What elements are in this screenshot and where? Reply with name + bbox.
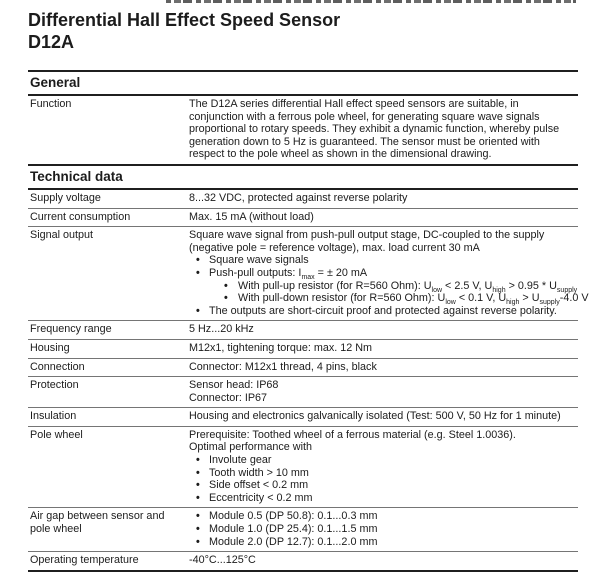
spec-row (28, 227, 589, 321)
value-text: Module 0.5 (DP 50.8): 0.1...0.3 mm (209, 510, 378, 523)
value-text: proportional to rotary speeds. They exhibit a dynamic function, whereby pulse (189, 123, 560, 136)
bullet-icon: • (224, 279, 228, 292)
value-bullet-line (189, 280, 578, 293)
value-text: conjunction with a ferrous pole wheel, for generating square wave signals (189, 110, 540, 123)
value-text: Tooth width > 10 mm (209, 466, 309, 479)
value-text: Module 2.0 (DP 12.7): 0.1...2.0 mm (209, 535, 378, 548)
bullet-icon: • (196, 266, 200, 279)
spec-row-label: Air gap between sensor and pole wheel (30, 510, 165, 536)
value-text: generation down to 5 Hz is guaranteed. The sensor must be oriented with (189, 135, 540, 148)
value-text: Connector: M12x1 thread, 4 pins, black (189, 360, 377, 373)
section-rows-general (28, 96, 578, 164)
subscript: supply (556, 286, 578, 294)
spec-row-value (189, 211, 578, 224)
spec-row-label: Operating temperature (30, 554, 139, 567)
spec-row-label: Connection (30, 360, 85, 373)
bullet-icon: • (196, 535, 200, 548)
value-bullet-line (189, 454, 578, 467)
subscript: max (301, 274, 315, 282)
spec-row-label: Frequency range (30, 323, 112, 336)
value-bullet-line (189, 267, 578, 280)
value-bullet-line (189, 467, 578, 480)
section-heading-technical-data: Technical data (28, 164, 578, 190)
spec-row-label: Supply voltage (30, 191, 101, 204)
section-general (28, 70, 578, 164)
spec-row-value (189, 342, 578, 355)
section-technical-data (28, 164, 589, 572)
value-text: The D12A series differential Hall effect speed sensors are suitable, in (189, 98, 519, 110)
value-text: Eccentricity < 0.2 mm (209, 491, 313, 504)
clipped-text-remnant (166, 0, 576, 3)
spec-row (28, 321, 578, 340)
value-line (189, 392, 578, 405)
spec-row-value (189, 379, 578, 404)
spec-row (28, 340, 578, 359)
spec-row-value (189, 429, 578, 505)
spec-row-value (189, 229, 589, 317)
value-line (189, 342, 578, 355)
subscript: low (431, 286, 443, 294)
value-text: Module 1.0 (DP 25.4): 0.1...1.5 mm (209, 523, 378, 536)
value-text: 8...32 VDC, protected against reverse polarity (189, 191, 408, 204)
value-bullet-line (189, 254, 578, 267)
value-line (189, 441, 578, 454)
bullet-icon: • (196, 254, 200, 267)
spec-row-label: Signal output (30, 229, 94, 242)
value-line (189, 111, 578, 124)
value-text: (negative pole = reference voltage), max. load current 30 mA (189, 241, 480, 254)
spec-row-label: Housing (30, 341, 70, 354)
bullet-icon: • (196, 454, 200, 467)
subscript: supply (539, 299, 560, 307)
value-text: Optimal performance with (189, 441, 313, 454)
spec-row (28, 359, 578, 378)
spec-row-value (189, 192, 578, 205)
section-heading-general: General (28, 70, 578, 96)
spec-row (28, 408, 578, 427)
bullet-icon: • (196, 466, 200, 479)
value-line (189, 211, 578, 224)
spec-row-value (189, 98, 578, 161)
subscript: high (506, 299, 520, 307)
value-text: With pull-down resistor (for R=560 Ohm): $U_{low} < 0.1$ V, $U_{high} > U_{supply}-4.0$ V (238, 292, 589, 307)
value-text: Push-pull outputs: $I_{max}$ = ± 20 mA (209, 266, 368, 282)
bullet-icon: • (196, 304, 200, 317)
value-line (189, 98, 578, 111)
value-bullet-line (189, 305, 578, 318)
page-title-line-2: D12A (28, 32, 75, 52)
bullet-icon: • (224, 292, 228, 305)
bullet-icon: • (196, 510, 200, 523)
spec-row (28, 508, 578, 552)
spec-row (28, 209, 578, 228)
spec-row (28, 96, 578, 164)
value-text: Square wave signals (209, 254, 309, 267)
value-text: M12x1, tightening torque: max. 12 Nm (189, 341, 373, 354)
spec-row-value (189, 410, 578, 423)
value-line (189, 323, 578, 336)
value-text: The outputs are short-circuit proof and protected against reverse polarity. (209, 304, 557, 317)
value-text: Prerequisite: Toothed wheel of a ferrous material (e.g. Steel 1.0036). (189, 428, 516, 441)
value-text: 5 Hz...20 kHz (189, 323, 254, 336)
value-line (189, 229, 578, 242)
subscript: high (492, 286, 506, 294)
page-title-line-1: Differential Hall Effect Speed Sensor (28, 10, 341, 30)
value-bullet-line (189, 492, 578, 505)
value-line (189, 242, 578, 255)
spec-row (28, 427, 578, 509)
value-line (189, 123, 578, 136)
value-line (189, 192, 578, 205)
spec-row (28, 552, 578, 572)
spec-row-label: Insulation (30, 410, 77, 423)
spec-row-label: Pole wheel (30, 428, 83, 441)
value-text: Max. 15 mA (without load) (189, 210, 314, 223)
value-line (189, 410, 578, 423)
value-text: respect to the pole wheel as shown in the dimensional drawing. (189, 148, 492, 161)
value-line (189, 429, 578, 442)
value-text: -40°C...125°C (189, 554, 256, 567)
value-bullet-line (189, 510, 578, 523)
spec-row-value (189, 323, 578, 336)
value-line (189, 148, 578, 161)
spec-row-label: Protection (30, 379, 79, 392)
value-text: With pull-up resistor (for R=560 Ohm): $U_{low} < 2.5$ V, $U_{high} > 0.95 * U_{supply}$ (238, 279, 578, 294)
page-title (28, 9, 578, 53)
value-line (189, 379, 578, 392)
value-text: Side offset < 0.2 mm (209, 479, 309, 492)
spec-table (28, 70, 589, 572)
spec-row-value (189, 510, 578, 548)
value-text: Square wave signal from push-pull output stage, DC-coupled to the supply (189, 229, 545, 242)
value-line (189, 136, 578, 149)
spec-row-label: Function (30, 98, 72, 110)
spec-row-label: Current consumption (30, 210, 131, 223)
value-text: Connector: IP67 (189, 391, 268, 404)
spec-row-value (189, 361, 578, 374)
value-bullet-line (189, 479, 578, 492)
bullet-icon: • (196, 523, 200, 536)
value-text: Housing and electronics galvanically isolated (Test: 500 V, 50 Hz for 1 minute) (189, 410, 561, 423)
value-text: Involute gear (209, 454, 272, 467)
bullet-icon: • (196, 479, 200, 492)
value-bullet-line (189, 292, 589, 307)
bullet-icon: • (196, 491, 200, 504)
subscript: low (445, 299, 456, 307)
value-bullet-line (189, 536, 578, 549)
value-bullet-line (189, 523, 578, 536)
spec-row (28, 190, 578, 209)
section-rows-technical-data (28, 190, 589, 572)
spec-row (28, 377, 578, 408)
value-line (189, 361, 578, 374)
value-text: Sensor head: IP68 (189, 379, 279, 392)
